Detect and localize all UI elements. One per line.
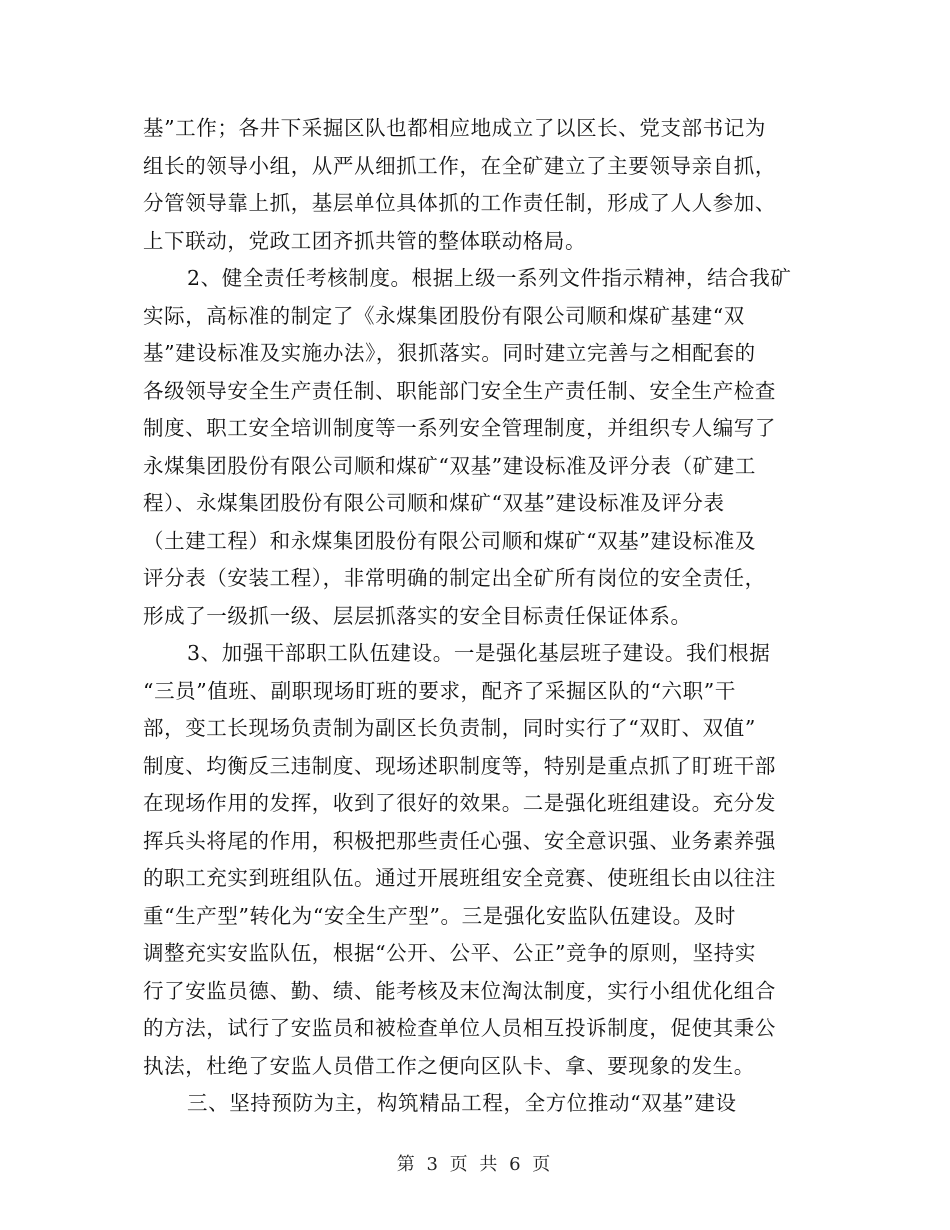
text-line: 制度、均衡反三违制度、现场述职制度等，特别是重点抓了盯班干部 [143,753,776,778]
text-line: 调整充实安监队伍，根据“公开、公平、公正”竞争的原则，坚持实 [143,941,756,965]
text-line: 部，变工长现场负责制为副区长负责制，同时实行了“双盯、双值” [143,716,756,740]
text-line: 永煤集团股份有限公司顺和煤矿“双基”建设标准及评分表（矿建工 [143,453,756,478]
text-line: 基”工作；各井下采掘区队也都相应地成立了以区长、党支部书记为 [143,116,766,140]
text-line: 的职工充实到班组队伍。通过开展班组安全竞赛、使班组长由以往注 [143,866,776,890]
page-number-footer: 第 3 页 共 6 页 [396,1154,554,1175]
text-line: 基”建设标准及实施办法》，狠抓落实。同时建立完善与之相配套的 [143,341,756,365]
section-heading: 三、坚持预防为主，构筑精品工程，全方位推动“双基”建设 [187,1091,737,1115]
text-line: 上下联动，党政工团齐抓共管的整体联动格局。 [143,228,587,253]
text-line: 行了安监员德、勤、绩、能考核及末位淘汰制度，实行小组优化组合 [143,978,776,1003]
text-line: （土建工程）和永煤集团股份有限公司顺和煤矿“双基”建设标准及 [143,528,756,553]
text-line: 评分表（安装工程），非常明确的制定出全矿所有岗位的安全责任， [143,566,766,590]
text-line: 重“生产型”转化为“安全生产型”。三是强化安监队伍建设。及时 [143,903,736,928]
text-line: 程）、永煤集团股份有限公司顺和煤矿“双基”建设标准及评分表 [143,491,725,515]
text-line: 制度、职工安全培训制度等一系列安全管理制度，并组织专人编写了 [143,416,776,440]
text-line: 的方法，试行了安监员和被检查单位人员相互投诉制度，促使其秉公 [143,1016,776,1040]
text-line: 执法，杜绝了安监人员借工作之便向区队卡、拿、要现象的发生。 [143,1053,755,1078]
text-line: 在现场作用的发挥，收到了很好的效果。二是强化班组建设。充分发 [143,791,776,815]
text-line: 分管领导靠上抓，基层单位具体抓的工作责任制，形成了人人参加、 [143,191,776,215]
paragraph-start: 3、加强干部职工队伍建设。一是强化基层班子建设。我们根据 [187,641,771,665]
text-line: 实际，高标准的制定了《永煤集团股份有限公司顺和煤矿基建“双 [143,303,745,328]
text-line: 形成了一级抓一级、层层抓落实的安全目标责任保证体系。 [143,603,692,628]
paragraph-start: 2、健全责任考核制度。根据上级一系列文件指示精神，结合我矿 [187,266,792,290]
text-line: 组长的领导小组，从严从细抓工作，在全矿建立了主要领导亲自抓， [143,153,776,178]
text-line: “三员”值班、副职现场盯班的要求，配齐了采掘区队的“六职”干 [143,678,736,703]
body-text [143,110,823,1123]
text-line: 挥兵头将尾的作用，积极把那些责任心强、安全意识强、业务素养强 [143,828,776,853]
text-line: 各级领导安全生产责任制、职能部门安全生产责任制、安全生产检查 [143,378,776,403]
